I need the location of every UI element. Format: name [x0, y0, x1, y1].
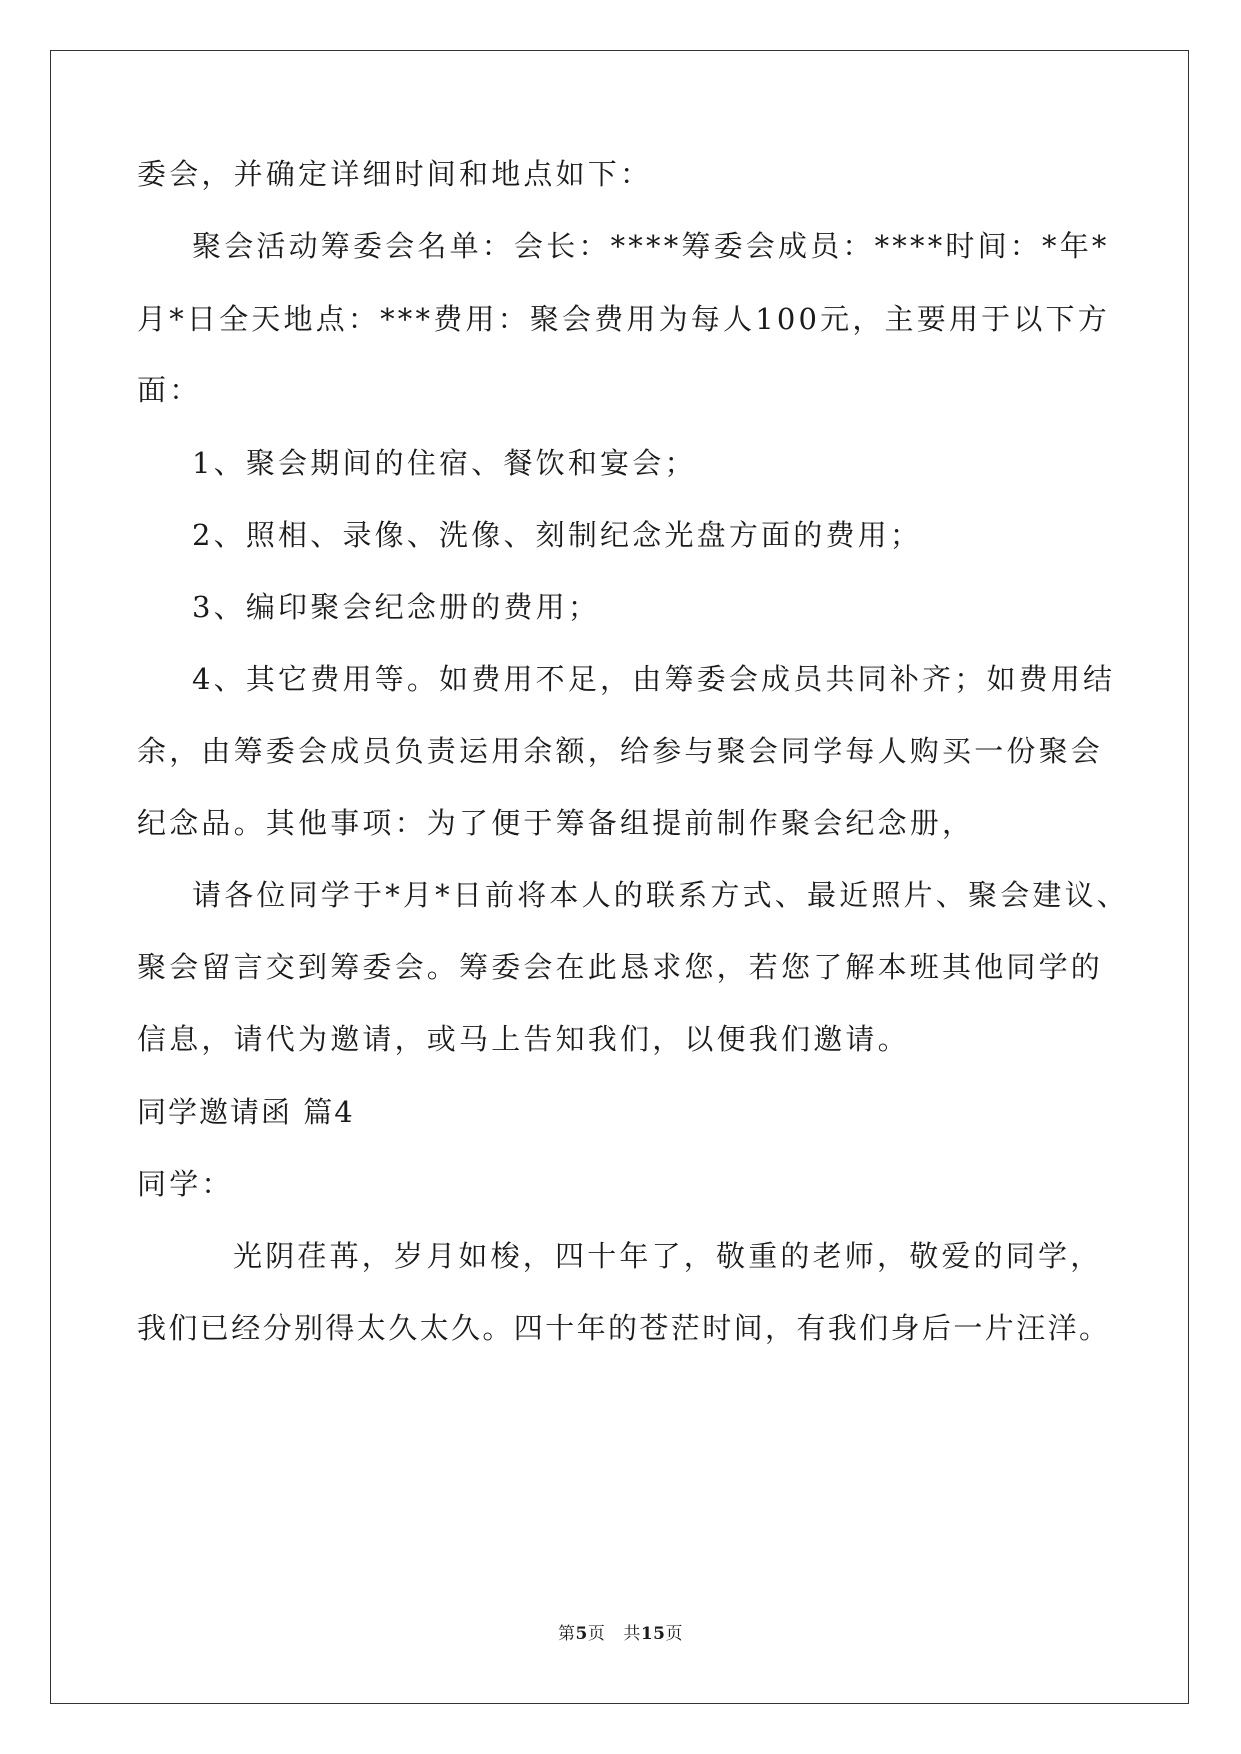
text-line: 纪念品。其他事项：为了便于筹备组提前制作聚会纪念册，: [137, 806, 975, 840]
text-line: 1、聚会期间的住宿、餐饮和宴会；: [192, 446, 697, 480]
text-line: 面：: [137, 373, 202, 407]
text-line: 2、照相、录像、洗像、刻制纪念光盘方面的费用；: [192, 518, 923, 552]
text-line: 我们已经分别得太久太久。四十年的苍茫时间，有我们身后一片汪洋。: [137, 1311, 1111, 1345]
text-line: 月*日全天地点：***费用：聚会费用为每人100元，主要用于以下方: [137, 302, 1110, 336]
salutation: 同学：: [137, 1167, 234, 1201]
text-line: 聚会留言交到筹委会。筹委会在此恳求您，若您了解本班其他同学的: [137, 950, 1104, 984]
total-pages: 15: [640, 1624, 666, 1644]
page-footer: [0, 1622, 1241, 1646]
text-line: 余，由筹委会成员负责运用余额，给参与聚会同学每人购买一份聚会: [137, 734, 1104, 768]
page-number-label: 第5页: [557, 1624, 606, 1644]
section-heading: 同学邀请函 篇4: [137, 1095, 355, 1129]
text-line: 委会，并确定详细时间和地点如下：: [137, 157, 653, 191]
text-line: 3、编印聚会纪念册的费用；: [192, 590, 601, 624]
text-line: 请各位同学于*月*日前将本人的联系方式、最近照片、聚会建议、: [192, 878, 1130, 912]
text-line: 光阴荏苒，岁月如梭，四十年了，敬重的老师，敬爱的同学，: [233, 1239, 1103, 1273]
text-line: 信息，请代为邀请，或马上告知我们，以便我们邀请。: [137, 1022, 910, 1056]
text-line: 聚会活动筹委会名单：会长：****筹委会成员：****时间：*年*: [192, 229, 1110, 263]
total-pages-label: 共15页: [623, 1624, 683, 1644]
page-number: 5: [575, 1624, 588, 1644]
text-line: 4、其它费用等。如费用不足，由筹委会成员共同补齐；如费用结: [192, 662, 1116, 696]
